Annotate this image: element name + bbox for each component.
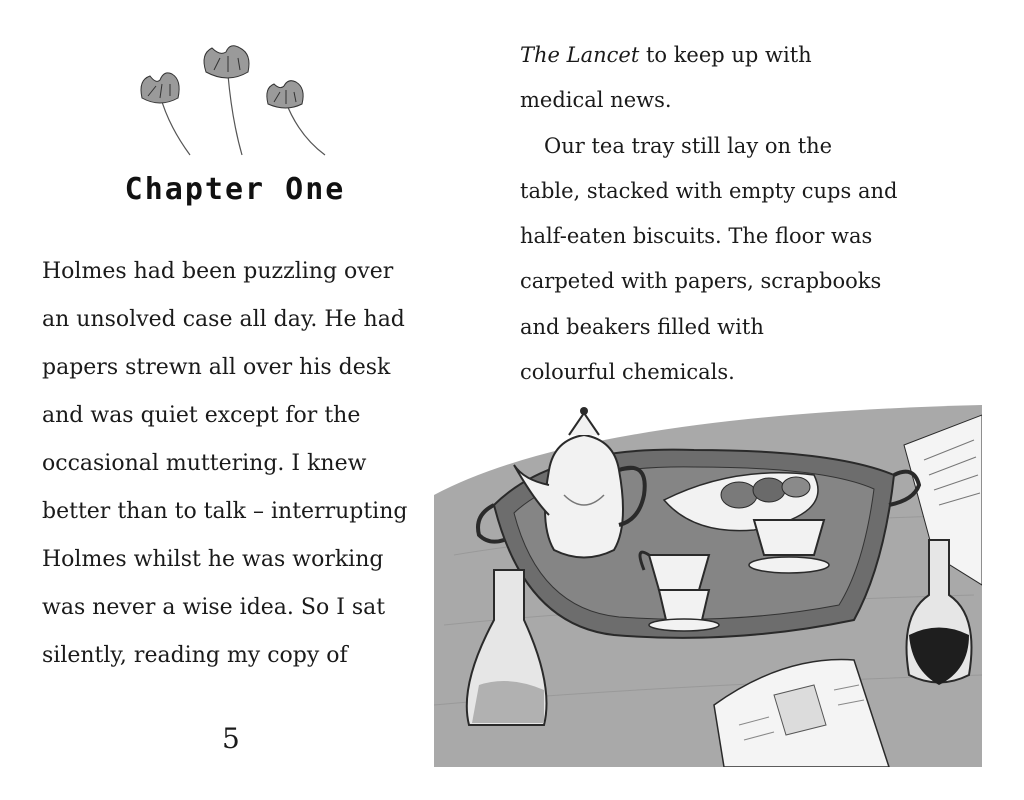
text-line: papers strewn all over his desk xyxy=(42,355,391,380)
chapter-title: Chapter One xyxy=(124,172,346,207)
text-line: Holmes whilst he was working xyxy=(42,547,384,572)
text-line xyxy=(520,33,1000,78)
flower-left xyxy=(141,73,179,103)
text-line: and beakers filled with xyxy=(520,314,764,339)
text-line: Holmes had been puzzling over xyxy=(42,259,394,284)
biscuit xyxy=(782,477,810,497)
flower-decoration xyxy=(120,40,340,165)
text-line: occasional muttering. I knew xyxy=(42,451,367,476)
text-line: was never a wise idea. So I sat xyxy=(42,595,386,620)
text-line: an unsolved case all day. He had xyxy=(42,307,405,332)
text-fragment: to keep up with xyxy=(639,43,812,67)
text-line: medical news. xyxy=(520,88,672,113)
text-line: better than to talk – interrupting xyxy=(42,499,408,524)
text-line: table, stacked with empty cups and xyxy=(520,178,898,203)
journal-title: The Lancet xyxy=(520,43,640,67)
text-line: silently, reading my copy of xyxy=(42,643,348,668)
flower-middle xyxy=(204,46,249,78)
text-line: carpeted with papers, scrapbooks xyxy=(520,269,882,294)
cup-stack-right xyxy=(749,520,829,573)
text-line: colourful chemicals. xyxy=(520,360,735,385)
flower-right xyxy=(267,81,303,108)
biscuit xyxy=(753,478,785,502)
text-line: and was quiet except for the xyxy=(42,403,361,428)
biscuit xyxy=(721,482,757,508)
tea-tray-illustration xyxy=(434,405,982,767)
text-line: half-eaten biscuits. The floor was xyxy=(520,224,873,249)
right-page-text xyxy=(520,33,1000,395)
text-line: Our tea tray still lay on the xyxy=(544,133,833,158)
left-page-text xyxy=(42,248,442,680)
page-number: 5 xyxy=(222,722,240,755)
